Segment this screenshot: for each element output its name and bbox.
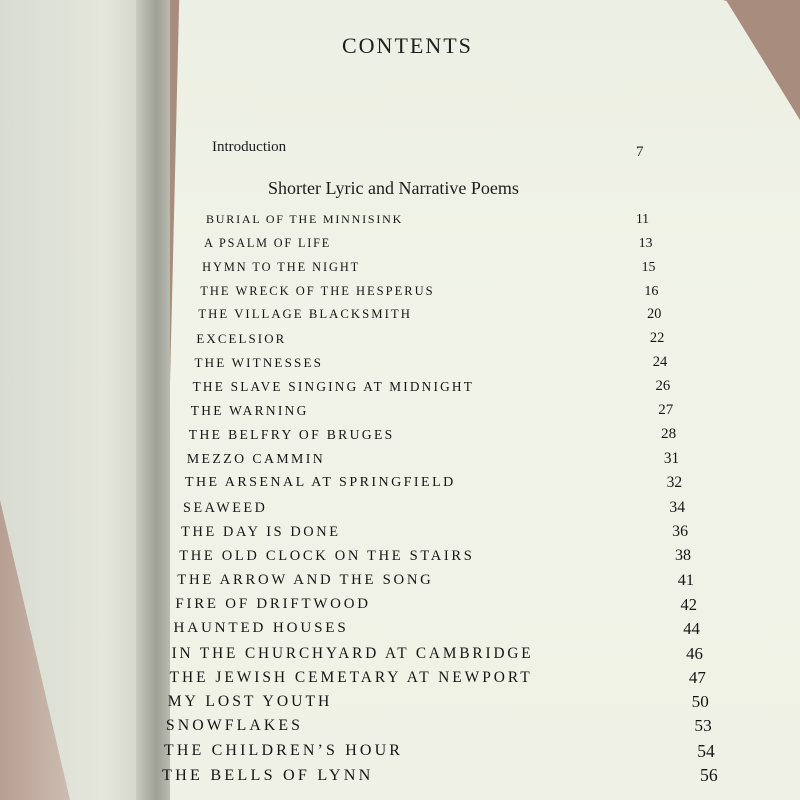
toc-entry-title: THE SLAVE SINGING AT MIDNIGHT — [192, 379, 475, 395]
toc-entry-page: 16 — [644, 282, 659, 299]
toc-entry-page: 11 — [636, 211, 649, 226]
toc-entry-title: A PSALM OF LIFE — [204, 235, 332, 250]
toc-entry-page: 44 — [683, 619, 700, 639]
toc-entry-title: THE WITNESSES — [194, 355, 324, 371]
toc-entry-title: HYMN TO THE NIGHT — [202, 259, 361, 274]
toc-entry-page: 31 — [663, 450, 680, 468]
toc-entry-page: 38 — [674, 546, 691, 564]
toc-entry-title: MEZZO CAMMIN — [186, 451, 326, 467]
toc-entry-page: 27 — [658, 402, 674, 419]
toc-entry-page: 42 — [680, 595, 697, 615]
toc-entry-title: THE DAY IS DONE — [181, 523, 341, 540]
intro-entry-page: 7 — [636, 144, 644, 160]
intro-entry-title: Introduction — [212, 139, 287, 155]
section-title: Shorter Lyric and Narrative Poems — [268, 178, 519, 198]
toc-entry-title: THE OLD CLOCK ON THE STAIRS — [179, 547, 475, 564]
toc-entry-title: BURIAL OF THE MINNISINK — [206, 212, 404, 226]
toc-entry-title: THE JEWISH CEMETARY AT NEWPORT — [169, 668, 533, 686]
toc-entry-title: THE WRECK OF THE HESPERUS — [200, 283, 435, 298]
toc-entry-title: SNOWFLAKES — [165, 717, 304, 735]
toc-entry-title: THE WARNING — [190, 403, 309, 419]
toc-entry-title: FIRE OF DRIFTWOOD — [175, 596, 371, 613]
toc-entry-page: 56 — [700, 765, 718, 785]
toc-entry-page: 15 — [641, 258, 656, 274]
toc-entry-title: MY LOST YOUTH — [167, 693, 333, 711]
toc-entry-page: 46 — [686, 643, 703, 663]
toc-entry-page: 13 — [638, 234, 653, 250]
toc-entry-page: 41 — [677, 570, 694, 589]
toc-entry-title: THE BELFRY OF BRUGES — [188, 427, 395, 443]
toc-entry-page: 47 — [688, 667, 706, 687]
toc-entry-page: 28 — [661, 426, 677, 443]
toc-entry-title: EXCELSIOR — [196, 331, 287, 347]
toc-entry-title: SEAWEED — [183, 499, 268, 516]
toc-entry-page: 53 — [694, 716, 712, 736]
toc-entry-page: 24 — [652, 354, 668, 371]
toc-entry-page: 32 — [666, 474, 683, 492]
toc-entry-title: HAUNTED HOUSES — [173, 620, 349, 637]
toc-entry-title: THE CHILDREN’S HOUR — [163, 741, 404, 759]
toc-entry-page: 22 — [649, 330, 665, 347]
toc-entry-title: THE ARROW AND THE SONG — [177, 571, 434, 588]
toc-entry-page: 20 — [647, 306, 662, 323]
toc-entry-page: 54 — [697, 740, 715, 761]
page-title: CONTENTS — [342, 33, 473, 58]
toc-entry-page: 50 — [691, 692, 709, 712]
book-gutter — [136, 0, 170, 800]
toc-entry-page: 34 — [669, 498, 686, 516]
toc-entry-title: THE BELLS OF LYNN — [162, 766, 374, 784]
toc-entry-page: 36 — [672, 522, 689, 540]
toc-entry-page: 26 — [655, 378, 671, 395]
toc-entry-title: IN THE CHURCHYARD AT CAMBRIDGE — [171, 644, 534, 662]
toc-entry-title: THE ARSENAL AT SPRINGFIELD — [184, 475, 456, 491]
toc-entry-title: THE VILLAGE BLACKSMITH — [198, 307, 412, 322]
